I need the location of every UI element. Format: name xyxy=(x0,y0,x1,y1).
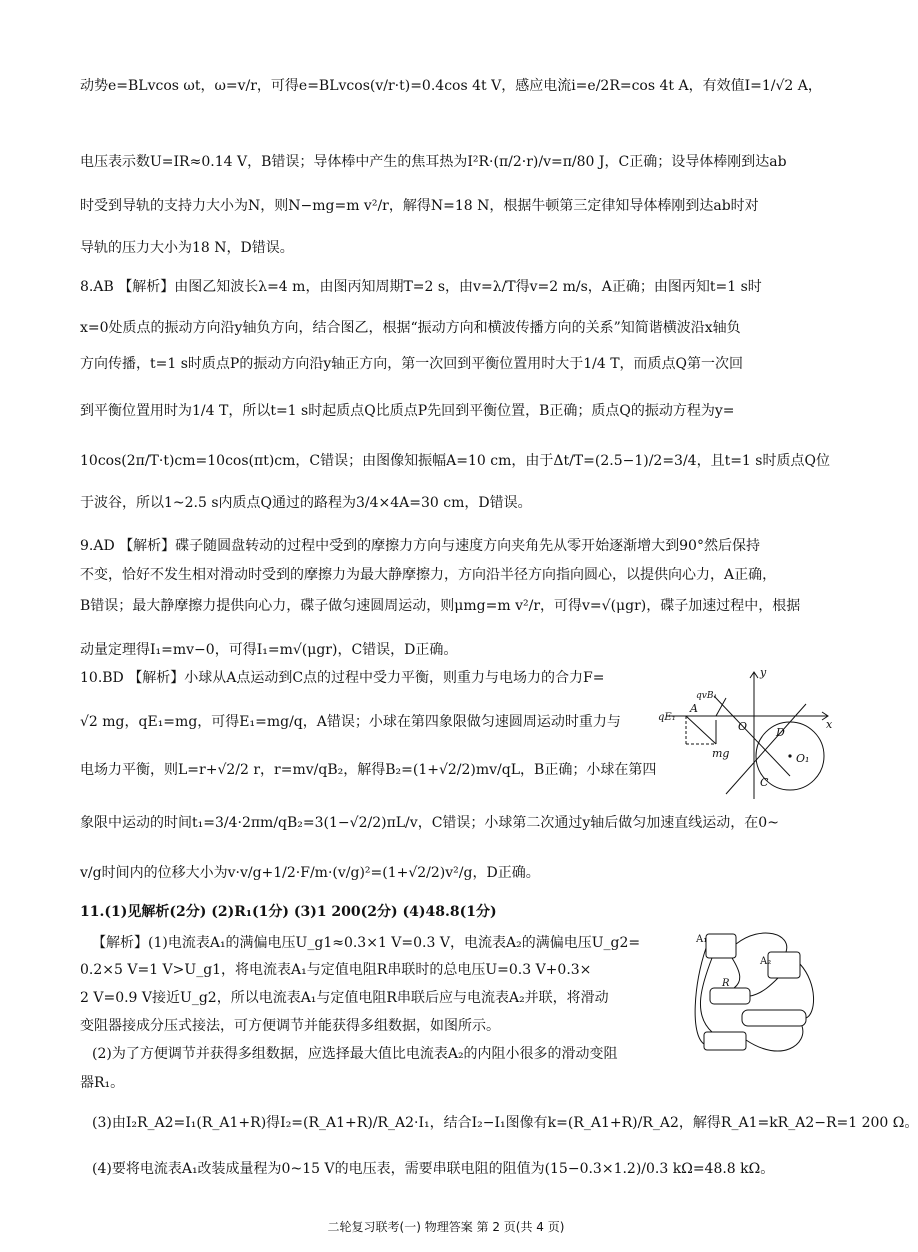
text-line: 不变，恰好不发生相对滑动时受到的摩擦力为最大静摩擦力，方向沿半径方向指向圆心，以提供向心力，A正确， xyxy=(80,567,777,583)
center-dot xyxy=(788,754,791,757)
text-line: 时受到导轨的支持力大小为N，则N−mg=m v²/r，解得N=18 N，根据牛顿第三定律知导体棒刚到达ab时对 xyxy=(80,198,759,214)
label-r: R xyxy=(722,978,730,989)
label-a: A xyxy=(690,702,698,715)
text-line: 电压表示数U=IR≈0.14 V，B错误；导体棒中产生的焦耳热为I²R·(π/2·r)/v=π/80 J，C正确；设导体棒刚到达ab xyxy=(80,154,787,170)
text-line: 10.BD 【解析】小球从A点运动到C点的过程中受力平衡，则重力与电场力的合力F= xyxy=(80,670,605,686)
rheostat xyxy=(742,1010,806,1026)
text-line: (4)要将电流表A₁改装成量程为0~15 V的电压表，需要串联电阻的阻值为(15−0.3×1.2)/0.3 kΩ=48.8 kΩ。 xyxy=(92,1161,775,1177)
text-line: 导轨的压力大小为18 N，D错误。 xyxy=(80,240,294,256)
text-line: 0.2×5 V=1 V>U_g1，将电流表A₁与定值电阻R串联时的总电压U=0.3 V+0.3× xyxy=(80,962,592,978)
text-line: 2 V=0.9 V接近U_g2，所以电流表A₁与定值电阻R串联后应与电流表A₂并联，将滑动 xyxy=(80,990,609,1006)
page-footer: 二轮复习联考(一) 物理答案 第 2 页(共 4 页) xyxy=(327,1220,565,1234)
label-a1: A₁ xyxy=(696,934,708,945)
ammeter-a1 xyxy=(706,934,736,958)
label-o1: O₁ xyxy=(796,752,810,765)
text-line: B错误；最大静摩擦力提供向心力，碟子做匀速圆周运动，则μmg=m v²/r，可得v=√(μgr)，碟子加速过程中，根据 xyxy=(80,598,801,614)
ammeter-a2 xyxy=(768,952,800,978)
text-line: 器R₁。 xyxy=(80,1075,125,1091)
battery xyxy=(704,1032,746,1050)
text-line: 到平衡位置用时为1/4 T，所以t=1 s时起质点Q比质点P先回到平衡位置，B正确；质点Q的振动方程为y= xyxy=(80,403,735,419)
text-line: 8.AB 【解析】由图乙知波长λ=4 m，由图丙知周期T=2 s，由v=λ/T得v=2 m/s，A正确；由图丙知t=1 s时 xyxy=(80,279,762,295)
label-o: O xyxy=(738,720,748,733)
wire xyxy=(736,933,787,952)
label-y: y xyxy=(760,666,767,679)
text-line: v/g时间内的位移大小为v·v/g+1/2·F/m·(v/g)²=(1+√2/2)v²/g，D正确。 xyxy=(80,865,540,881)
text-line: (2)为了方便调节并获得多组数据，应选择最大值比电流表A₂的内阻小很多的滑动变阻 xyxy=(92,1046,618,1062)
text-line: x=0处质点的振动方向沿y轴负方向，结合图乙，根据“振动方向和横波传播方向的关系”知简谐横波沿x轴负 xyxy=(80,320,741,336)
label-c: C xyxy=(760,776,769,789)
text-line: 10cos(2π/T·t)cm=10cos(πt)cm，C错误；由图像知振幅A=10 cm，由于Δt/T=(2.5−1)/2=3/4，且t=1 s时质点Q位 xyxy=(80,453,830,469)
text-line: 动量定理得I₁=mv−0，可得I₁=m√(μgr)，C错误，D正确。 xyxy=(80,642,458,658)
text-line: √2 mg，qE₁=mg，可得E₁=mg/q，A错误；小球在第四象限做匀速圆周运动时重力与 xyxy=(80,714,621,730)
text-line: (3)由I₂R_A2=I₁(R_A1+R)得I₂=(R_A1+R)/R_A2·I₁，结合I₂−I₁图像有k=(R_A1+R)/R_A2，解得R_A1=kR_A2−R=1 200 Ω。 xyxy=(92,1115,918,1131)
text-line: 【解析】(1)电流表A₁的满偏电压U_g1≈0.3×1 V=0.3 V，电流表A₂的满偏电压U_g2= xyxy=(92,935,641,951)
text-line: 11.(1)见解析(2分) (2)R₁(1分) (3)1 200(2分) (4)48.8(1分) xyxy=(80,904,497,920)
wire xyxy=(746,1026,803,1051)
label-x: x xyxy=(826,718,833,731)
label-qvb: qvB₁ xyxy=(696,691,718,701)
resultant-line xyxy=(686,716,716,744)
text-line: 电场力平衡，则L=r+√2/2 r，r=mv/qB₂，解得B₂=(1+√2/2)mv/qL，B正确；小球在第四 xyxy=(80,762,657,778)
label-mg: mg xyxy=(712,747,730,760)
problem-10-figure xyxy=(656,664,836,804)
resistor-r xyxy=(710,988,750,1004)
wire xyxy=(750,978,778,996)
text-line: 于波谷，所以1~2.5 s内质点Q通过的路程为3/4×4A=30 cm，D错误。 xyxy=(80,495,532,511)
text-line: 变阻器接成分压式接法，可方便调节并能获得多组数据，如图所示。 xyxy=(80,1018,500,1034)
text-line: 象限中运动的时间t₁=3/4·2πm/qB₂=3(1−√2/2)πL/v，C错误；小球第二次通过y轴后做匀加速直线运动，在0~ xyxy=(80,815,779,831)
wire xyxy=(732,958,740,988)
circuit-figure xyxy=(682,924,822,1070)
text-line: 方向传播，t=1 s时质点P的振动方向沿y轴正方向，第一次回到平衡位置用时大于1/4 T，而质点Q第一次回 xyxy=(80,356,744,372)
text-line: 动势e=BLvcos ωt，ω=v/r，可得e=BLvcos(v/r·t)=0.4cos 4t V，感应电流i=e/2R=cos 4t A，有效值I=1/√2 A， xyxy=(80,78,822,94)
label-qe: qE₁ xyxy=(658,712,676,723)
label-d: D xyxy=(776,726,785,739)
text-line: 9.AD 【解析】碟子随圆盘转动的过程中受到的摩擦力方向与速度方向夹角先从零开始逐渐增大到90°然后保持 xyxy=(80,538,760,554)
label-a2: A₂ xyxy=(760,956,772,967)
